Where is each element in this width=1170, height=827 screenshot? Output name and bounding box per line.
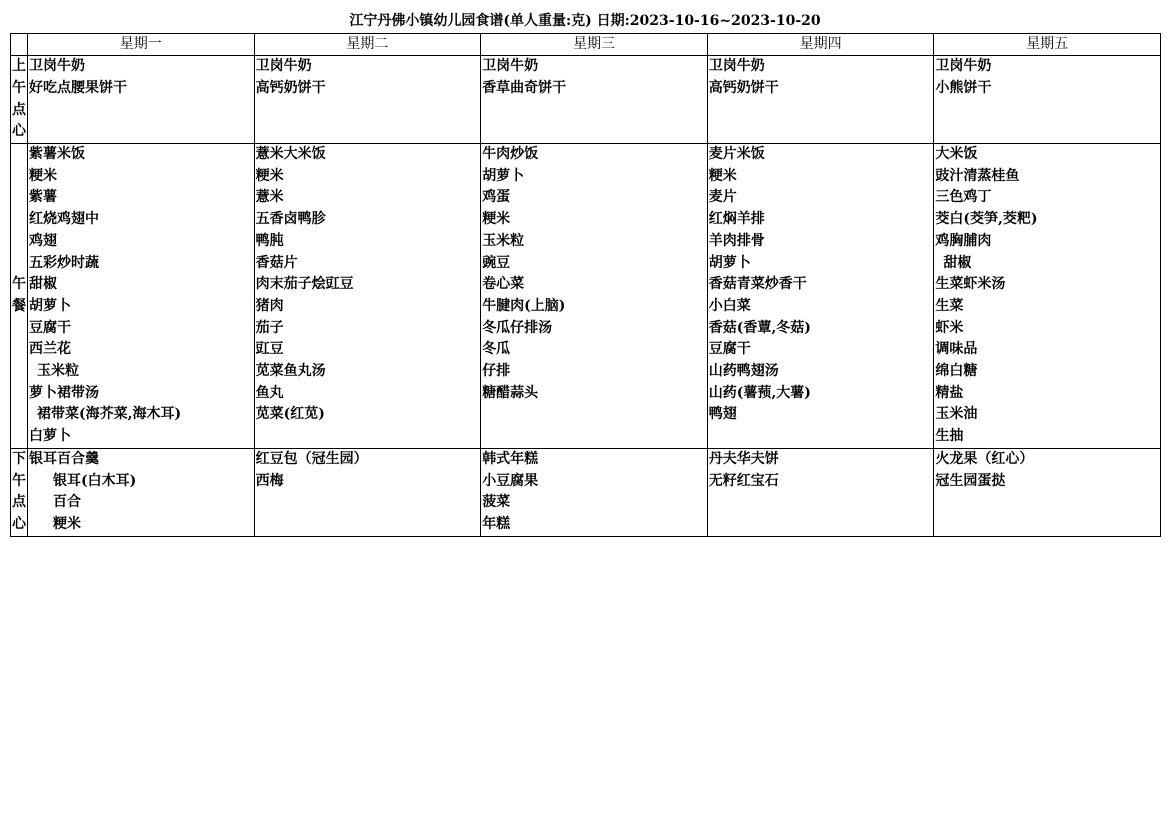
label-char: 心 (12, 123, 26, 140)
menu-item: 卫岗牛奶 (482, 58, 539, 74)
menu-item: 红豆包（冠生园） (255, 450, 368, 467)
menu-item: 豆腐干 (29, 319, 71, 336)
menu-item: 猪肉 (255, 297, 284, 314)
menu-item: 薏米大米饭 (255, 146, 326, 162)
menu-item: 丹夫华夫饼 (708, 450, 779, 467)
menu-item: 玉米粒 (37, 363, 79, 380)
menu-item: 鸡胸脯肉 (935, 232, 992, 249)
header-row (11, 34, 1161, 56)
label-char: 午 (12, 276, 26, 293)
lunch-wed-cell (481, 144, 708, 449)
menu-item: 大米饭 (935, 146, 978, 162)
menu-item: 香菇片 (255, 254, 298, 271)
menu-item: 鱼丸 (255, 384, 284, 401)
morning-snack-wed-cell (481, 56, 708, 144)
menu-item: 小豆腐果 (482, 472, 539, 489)
corner-cell (11, 34, 28, 56)
afternoon-snack-mon-cell (28, 448, 255, 536)
morning-snack-row (11, 56, 1161, 144)
menu-item: 无籽红宝石 (708, 472, 779, 489)
label-char: 心 (12, 515, 26, 532)
lunch-thu-cell (707, 144, 934, 449)
menu-item: 甜椒 (29, 276, 57, 293)
menu-item: 牛肉炒饭 (482, 146, 539, 162)
menu-item: 香菇(香蕈,冬菇) (708, 319, 811, 336)
day-header-thu: 星期四 (707, 34, 934, 56)
menu-item: 玉米粒 (482, 232, 525, 249)
menu-item: 卫岗牛奶 (708, 58, 765, 74)
menu-item: 三色鸡丁 (935, 189, 992, 206)
morning-snack-fri-cell (934, 56, 1161, 144)
menu-item: 粳米 (482, 211, 511, 228)
menu-item: 山药鸭翅汤 (708, 363, 779, 380)
menu-item: 卷心菜 (482, 276, 525, 293)
menu-item: 冬瓜仔排汤 (482, 319, 553, 336)
menu-item: 紫薯米饭 (29, 146, 85, 162)
menu-item: 甜椒 (943, 254, 972, 271)
menu-item: 茭白(茭笋,茭粑) (935, 211, 1038, 228)
afternoon-snack-row (11, 448, 1161, 536)
menu-item: 糖醋蒜头 (482, 384, 539, 401)
afternoon-snack-label (11, 448, 28, 536)
menu-item: 百合 (53, 494, 81, 511)
afternoon-snack-fri-cell (934, 448, 1161, 536)
label-char: 点 (12, 494, 26, 511)
day-header-tue: 星期二 (254, 34, 481, 56)
menu-item: 茄子 (255, 319, 284, 336)
menu-item: 五香卤鸭胗 (255, 211, 326, 228)
menu-item: 豉汁清蒸桂鱼 (935, 167, 1020, 184)
lunch-label (11, 144, 28, 449)
menu-item: 白萝卜 (29, 428, 71, 445)
menu-item: 鸡蛋 (482, 189, 511, 206)
menu-item: 萝卜裙带汤 (29, 384, 99, 401)
menu-item: 调味品 (935, 341, 978, 358)
lunch-row (11, 144, 1161, 449)
menu-item: 生菜 (935, 297, 964, 314)
menu-item: 香草曲奇饼干 (482, 79, 567, 96)
morning-snack-label (11, 56, 28, 144)
label-char: 下 (12, 450, 26, 467)
lunch-mon-cell (28, 144, 255, 449)
lunch-tue-cell (254, 144, 481, 449)
menu-item: 好吃点腰果饼干 (29, 79, 127, 96)
menu-item: 粳米 (53, 515, 81, 532)
day-header-mon: 星期一 (28, 34, 255, 56)
day-header-fri: 星期五 (934, 34, 1161, 56)
menu-item: 玉米油 (935, 406, 978, 423)
menu-item: 小熊饼干 (935, 79, 992, 96)
afternoon-snack-thu-cell (707, 448, 934, 536)
menu-item: 冬瓜 (482, 341, 511, 358)
menu-item: 肉末茄子烩豇豆 (255, 276, 354, 293)
menu-item: 卫岗牛奶 (29, 58, 85, 74)
weekly-menu-table (10, 33, 1161, 537)
menu-item: 银耳百合羹 (29, 450, 99, 467)
menu-item: 胡萝卜 (482, 167, 525, 184)
menu-item: 山药(薯蓣,大薯) (708, 384, 811, 401)
morning-snack-tue-cell (254, 56, 481, 144)
menu-item: 红烧鸡翅中 (29, 211, 99, 228)
menu-item: 火龙果（红心） (935, 450, 1034, 467)
afternoon-snack-tue-cell (254, 448, 481, 536)
menu-item: 粳米 (708, 167, 737, 184)
menu-item: 小白菜 (708, 297, 751, 314)
menu-item: 紫薯 (29, 189, 57, 206)
menu-item: 裙带菜(海芥菜,海木耳) (37, 406, 182, 423)
menu-item: 冠生园蛋挞 (935, 472, 1006, 489)
menu-item: 麦片米饭 (708, 146, 765, 162)
menu-item: 虾米 (935, 319, 964, 336)
menu-title: 江宁丹佛小镇幼儿园食谱(单人重量:克) 日期:2023-10-16~2023-10-20 (349, 13, 821, 29)
menu-item: 菠菜 (482, 494, 511, 511)
menu-item: 高钙奶饼干 (708, 79, 779, 96)
menu-item: 豆腐干 (708, 341, 751, 358)
menu-item: 豇豆 (255, 341, 284, 358)
menu-item: 年糕 (482, 515, 511, 532)
label-char: 点 (12, 101, 26, 118)
menu-item: 西梅 (255, 472, 284, 489)
menu-item: 鸭翅 (708, 406, 737, 423)
menu-item: 红焖羊排 (708, 211, 765, 228)
menu-item: 卫岗牛奶 (255, 58, 312, 74)
menu-item: 胡萝卜 (708, 254, 751, 271)
menu-item: 精盐 (935, 384, 964, 401)
menu-item: 西兰花 (29, 341, 71, 358)
menu-item: 银耳(白木耳) (53, 472, 137, 489)
menu-item: 牛腱肉(上脑) (482, 297, 566, 314)
menu-item: 苋菜鱼丸汤 (255, 363, 326, 380)
menu-item: 生菜虾米汤 (935, 276, 1006, 293)
menu-item: 麦片 (708, 189, 737, 206)
morning-snack-thu-cell (707, 56, 934, 144)
lunch-fri-cell (934, 144, 1161, 449)
menu-item: 羊肉排骨 (708, 232, 765, 249)
menu-item: 五彩炒时蔬 (29, 254, 99, 271)
label-char: 午 (12, 79, 26, 96)
menu-item: 香菇青菜炒香干 (708, 276, 807, 293)
menu-item: 卫岗牛奶 (935, 58, 992, 74)
label-char: 午 (12, 472, 26, 489)
menu-item: 鸭肫 (255, 232, 284, 249)
menu-item: 豌豆 (482, 254, 511, 271)
menu-item: 生抽 (935, 428, 964, 445)
menu-item: 粳米 (29, 167, 57, 184)
label-char: 上 (12, 58, 26, 75)
menu-item: 绵白糖 (935, 363, 978, 380)
menu-item: 薏米 (255, 189, 284, 206)
afternoon-snack-wed-cell (481, 448, 708, 536)
label-char: 餐 (12, 297, 26, 314)
menu-item: 高钙奶饼干 (255, 79, 326, 96)
day-header-wed: 星期三 (481, 34, 708, 56)
menu-item: 仔排 (482, 363, 511, 380)
menu-item: 韩式年糕 (482, 450, 539, 467)
menu-item: 粳米 (255, 167, 284, 184)
menu-item: 胡萝卜 (29, 297, 71, 314)
menu-item: 鸡翅 (29, 232, 57, 249)
morning-snack-mon-cell (28, 56, 255, 144)
menu-item: 苋菜(红苋) (255, 406, 325, 423)
